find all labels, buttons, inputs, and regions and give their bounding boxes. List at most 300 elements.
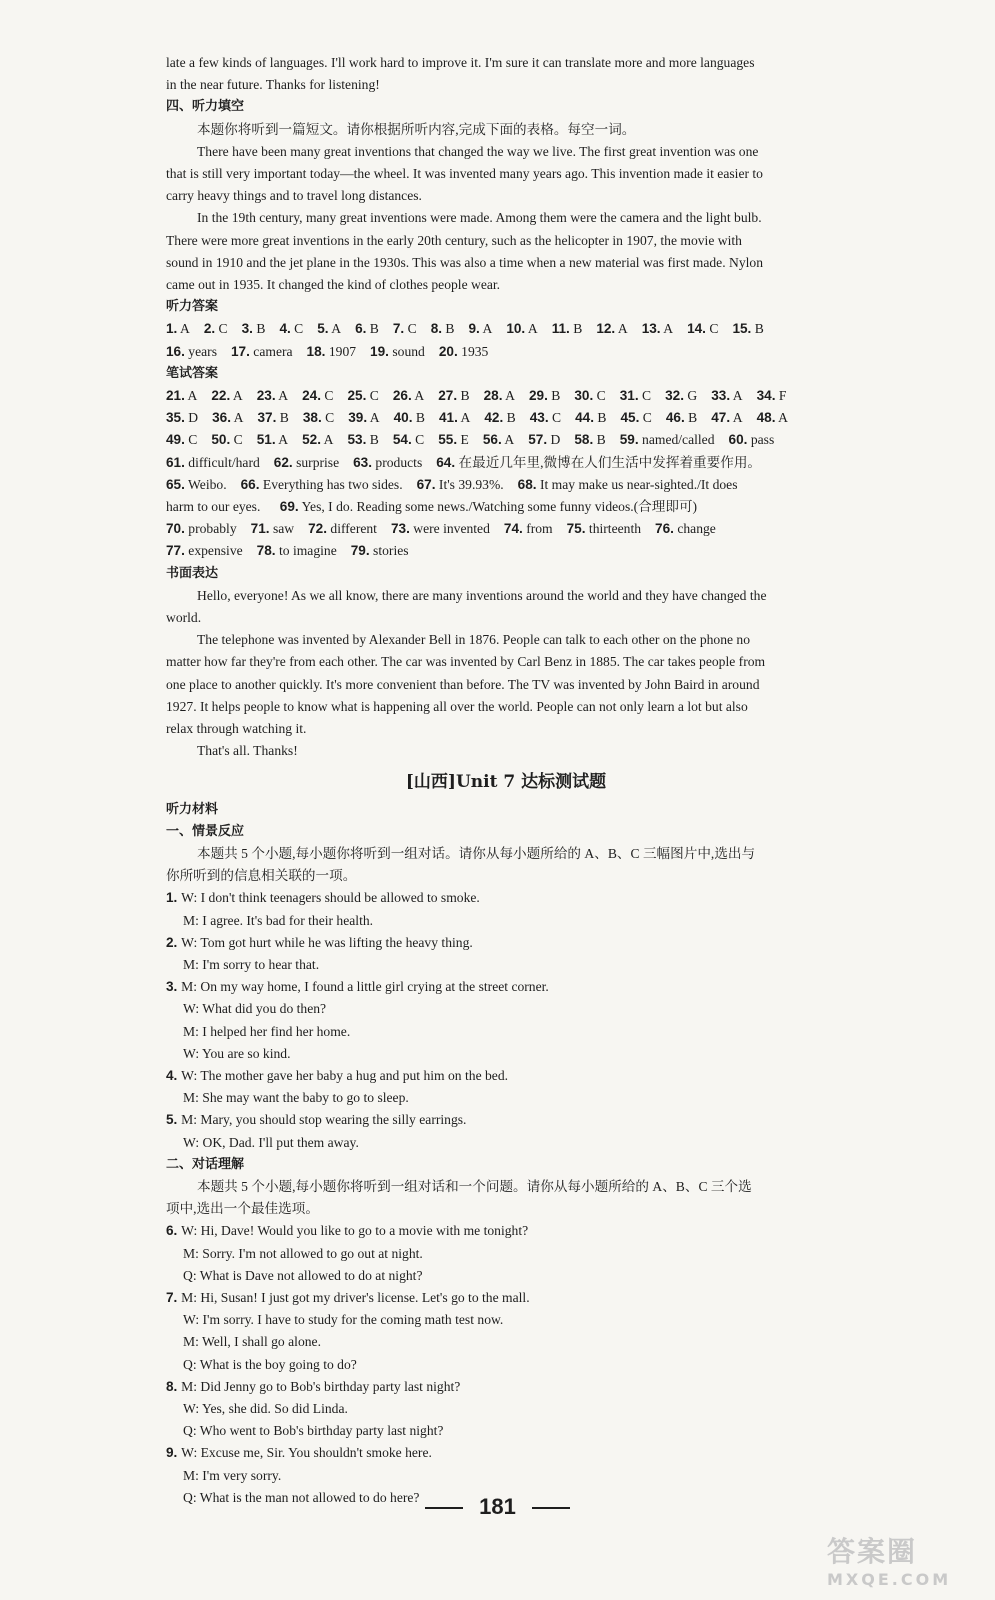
answer-text: 在最近几年里,微博在人们生活中发挥着重要作用。 bbox=[455, 454, 762, 470]
answer-item bbox=[469, 318, 493, 340]
answer-number: 19. bbox=[370, 343, 389, 359]
answer-number: 65. bbox=[166, 476, 185, 492]
passage-line: sound in 1910 and the jet plane in the 1930s. This was also a time when a new material was first made. Nylon bbox=[166, 254, 763, 270]
answer-item bbox=[436, 452, 761, 474]
answer-item bbox=[711, 385, 742, 407]
page-footer bbox=[0, 1494, 995, 1520]
dialogue-text: M: I agree. It's bad for their health. bbox=[183, 912, 374, 928]
essay-line: one place to another quickly. It's more convenient than before. The TV was invented by John Baird in around bbox=[166, 676, 760, 692]
passage-line: In the 19th century, many great inventions were made. Among them were the camera and the light bulb. bbox=[197, 210, 762, 226]
answer-text: A bbox=[367, 410, 380, 426]
answer-number: 34. bbox=[756, 388, 776, 404]
answer-text: C bbox=[290, 321, 304, 337]
answer-item bbox=[620, 385, 651, 407]
answer-text: camera bbox=[249, 343, 293, 359]
answer-item bbox=[370, 341, 425, 363]
answer-number: 24. bbox=[302, 388, 322, 404]
answer-item bbox=[303, 407, 334, 429]
answer-text: 1907 bbox=[325, 343, 357, 359]
dialogue-line bbox=[166, 1087, 846, 1109]
answer-number: 74. bbox=[503, 521, 523, 537]
answer-text: A bbox=[275, 432, 289, 448]
answer-number: 54. bbox=[392, 432, 412, 448]
passage-line: There were more great inventions in the early 20th century, such as the helicopter in 1907, the movie with bbox=[166, 232, 742, 248]
answer-item bbox=[166, 318, 190, 340]
answer-item bbox=[687, 318, 718, 340]
dialogue-line bbox=[166, 1043, 846, 1065]
answer-text: probably bbox=[184, 521, 237, 537]
answer-number: 75. bbox=[566, 521, 586, 537]
answer-text: B bbox=[594, 410, 607, 426]
footer-dash bbox=[425, 1507, 463, 1509]
answer-text: A bbox=[730, 410, 743, 426]
answer-text: B bbox=[503, 410, 516, 426]
answer-item bbox=[258, 407, 289, 429]
answer-number: 61. bbox=[166, 454, 185, 470]
question-number: 7. bbox=[166, 1289, 182, 1305]
answer-number: 51. bbox=[256, 432, 276, 448]
passage-line: carry heavy things and to travel long distances. bbox=[166, 188, 422, 204]
answer-item bbox=[393, 385, 424, 407]
question-number: 2. bbox=[166, 934, 182, 950]
answer-text: B bbox=[442, 321, 455, 337]
answer-text: A bbox=[615, 321, 628, 337]
answer-text: products bbox=[372, 454, 423, 470]
answer-item bbox=[484, 407, 515, 429]
answer-text: Everything has two sides. bbox=[259, 476, 403, 492]
answer-text: were invented bbox=[409, 521, 490, 537]
dialogue-text: W: I don't think teenagers should be allowed to smoke. bbox=[181, 890, 480, 906]
answer-item bbox=[431, 318, 455, 340]
answer-text: A bbox=[730, 388, 743, 404]
answer-number: 45. bbox=[620, 410, 640, 426]
question-number: 6. bbox=[166, 1223, 182, 1239]
answer-item bbox=[166, 407, 198, 429]
dialogue-line bbox=[166, 1021, 846, 1043]
answer-text: A bbox=[177, 321, 190, 337]
instruction-text: 你所听到的信息相关联的一项。 bbox=[166, 868, 357, 884]
answer-text: B bbox=[366, 432, 379, 448]
answer-number: 76. bbox=[655, 521, 674, 537]
answer-item bbox=[666, 407, 697, 429]
answer-number: 33. bbox=[711, 388, 731, 404]
answer-item bbox=[757, 407, 788, 429]
answer-row bbox=[166, 385, 846, 407]
answer-text: saw bbox=[269, 521, 295, 537]
answer-text: B bbox=[547, 388, 561, 404]
answer-text: A bbox=[411, 388, 425, 404]
answer-item bbox=[166, 429, 197, 451]
answer-number: 13. bbox=[641, 321, 661, 337]
answer-number: 29. bbox=[529, 388, 548, 404]
answer-number: 25. bbox=[347, 388, 367, 404]
answer-number: 79. bbox=[350, 543, 370, 559]
dialogue-line bbox=[166, 1265, 846, 1287]
answer-text: C bbox=[705, 321, 719, 337]
answer-number: 16. bbox=[166, 343, 185, 359]
answer-item bbox=[212, 407, 243, 429]
answer-item bbox=[552, 318, 583, 340]
dialogue-text: M: On my way home, I found a little girl crying at the street corner. bbox=[181, 979, 549, 995]
answer-text: A bbox=[660, 321, 674, 337]
answer-text: It may make us near-sighted./It does bbox=[536, 476, 738, 492]
answer-item bbox=[307, 341, 357, 363]
answer-number: 78. bbox=[256, 543, 276, 559]
instruction-text: 本题共 5 个小题,每小题你将听到一组对话和一个问题。请你从每小题所给的 A、B、C 三个选 bbox=[197, 1178, 752, 1194]
answer-item bbox=[394, 407, 425, 429]
answer-item bbox=[241, 474, 403, 496]
answer-text: C bbox=[321, 410, 335, 426]
answer-text: expensive bbox=[184, 543, 243, 559]
answer-item bbox=[439, 341, 489, 363]
answer-item bbox=[483, 429, 514, 451]
answer-continuation bbox=[166, 496, 846, 518]
answer-item bbox=[274, 452, 339, 474]
answer-text: B bbox=[457, 388, 470, 404]
question-number: 8. bbox=[166, 1378, 182, 1394]
answer-item bbox=[528, 429, 560, 451]
watermark-url: MXQE.COM bbox=[827, 1570, 952, 1589]
answer-text: C bbox=[184, 432, 198, 448]
answer-item bbox=[211, 385, 242, 407]
answer-number: 56. bbox=[482, 432, 502, 448]
document-page bbox=[166, 52, 846, 1509]
answer-item bbox=[757, 385, 787, 407]
answer-number: 53. bbox=[347, 432, 367, 448]
answer-item bbox=[302, 385, 333, 407]
answer-item bbox=[242, 318, 266, 340]
answer-text: C bbox=[404, 321, 417, 337]
dialogue-line bbox=[166, 1243, 846, 1265]
answer-item bbox=[620, 429, 715, 451]
dialogue-text: M: I'm sorry to hear that. bbox=[183, 956, 320, 972]
answer-number: 73. bbox=[390, 521, 410, 537]
section-heading: 四、听力填空 bbox=[166, 99, 245, 115]
dialogue-text: Q: Who went to Bob's birthday party last night? bbox=[183, 1423, 444, 1439]
dialogue-text: M: She may want the baby to go to sleep. bbox=[183, 1090, 409, 1106]
answer-number: 39. bbox=[348, 410, 368, 426]
answer-item bbox=[574, 385, 605, 407]
answer-text: C bbox=[411, 432, 425, 448]
answer-number: 30. bbox=[574, 388, 594, 404]
dialogue-text: W: The mother gave her baby a hug and put him on the bed. bbox=[181, 1067, 509, 1083]
answer-item bbox=[348, 429, 379, 451]
answer-item bbox=[439, 407, 470, 429]
answer-text: A bbox=[501, 432, 515, 448]
answer-number: 7. bbox=[392, 321, 405, 337]
answer-item bbox=[353, 452, 422, 474]
answer-number: 31. bbox=[619, 388, 639, 404]
dialogue-text: W: OK, Dad. I'll put them away. bbox=[183, 1134, 359, 1150]
answer-text: C bbox=[215, 321, 228, 337]
answer-text: E bbox=[457, 432, 469, 448]
answer-number: 60. bbox=[728, 432, 748, 448]
answer-item bbox=[231, 341, 293, 363]
dialogue-line bbox=[166, 1376, 846, 1398]
answer-text: A bbox=[275, 388, 289, 404]
answer-text: Yes, I do. Reading some news./Watching some funny videos.(合理即可) bbox=[301, 499, 698, 515]
dialogue-text: M: I helped her find her home. bbox=[183, 1023, 351, 1039]
dialogue-text: W: Excuse me, Sir. You shouldn't smoke here. bbox=[181, 1445, 432, 1461]
answer-number: 10. bbox=[506, 321, 526, 337]
question-number: 1. bbox=[166, 890, 182, 906]
dialogue-group bbox=[166, 1220, 846, 1509]
question-number: 9. bbox=[166, 1445, 182, 1461]
answer-text: C bbox=[593, 388, 606, 404]
answer-text: A bbox=[231, 410, 244, 426]
answer-item bbox=[166, 518, 237, 540]
answer-item bbox=[575, 407, 606, 429]
answer-number: 14. bbox=[687, 321, 706, 337]
answer-number: 28. bbox=[483, 388, 503, 404]
answer-item bbox=[642, 318, 673, 340]
dialogue-line bbox=[166, 1442, 846, 1464]
answer-text: change bbox=[673, 521, 716, 537]
answer-text: C bbox=[638, 388, 652, 404]
answer-text: pass bbox=[747, 432, 775, 448]
answer-item bbox=[518, 474, 738, 496]
dialogue-text: M: Hi, Susan! I just got my driver's license. Let's go to the mall. bbox=[181, 1289, 530, 1305]
answer-item bbox=[257, 540, 337, 562]
answer-row bbox=[166, 341, 846, 363]
answer-text: Weibo. bbox=[184, 476, 227, 492]
answer-text: stories bbox=[369, 543, 409, 559]
answer-number: 66. bbox=[240, 476, 260, 492]
answer-item bbox=[567, 518, 641, 540]
answer-item bbox=[317, 318, 341, 340]
answer-number: 43. bbox=[529, 410, 549, 426]
writing-heading: 书面表达 bbox=[166, 565, 219, 581]
answer-number: 71. bbox=[250, 521, 270, 537]
answer-text: C bbox=[366, 388, 379, 404]
answer-number: 18. bbox=[306, 343, 326, 359]
answer-number: 8. bbox=[430, 321, 443, 337]
answer-number: 32. bbox=[665, 388, 685, 404]
page-number: 181 bbox=[479, 1494, 516, 1519]
answer-text: harm to our eyes. bbox=[166, 499, 261, 515]
dialogue-line bbox=[166, 1398, 846, 1420]
answer-item bbox=[348, 385, 379, 407]
answer-text: B bbox=[366, 321, 379, 337]
answer-item bbox=[166, 341, 217, 363]
answer-item bbox=[257, 429, 288, 451]
answer-item bbox=[251, 518, 294, 540]
dialogue-text: W: Yes, she did. So did Linda. bbox=[183, 1400, 348, 1416]
answer-number: 2. bbox=[203, 321, 216, 337]
answer-text: A bbox=[457, 410, 471, 426]
answer-number: 67. bbox=[416, 476, 436, 492]
written-answers-heading: 笔试答案 bbox=[166, 365, 219, 381]
answer-item bbox=[438, 429, 469, 451]
dialogue-text: M: Mary, you should stop wearing the silly earrings. bbox=[181, 1112, 467, 1128]
answer-number: 9. bbox=[468, 321, 480, 337]
answer-number: 70. bbox=[166, 521, 185, 537]
answer-item bbox=[279, 318, 303, 340]
answer-item bbox=[438, 385, 469, 407]
answer-text: surprise bbox=[292, 454, 340, 470]
answer-item bbox=[393, 318, 417, 340]
answer-number: 26. bbox=[392, 388, 412, 404]
answer-number: 48. bbox=[756, 410, 776, 426]
answer-item bbox=[729, 429, 775, 451]
dialogue-line bbox=[166, 976, 846, 998]
answer-number: 40. bbox=[393, 410, 413, 426]
essay-line: The telephone was invented by Alexander Bell in 1876. People can talk to each other on the phone no bbox=[197, 632, 751, 648]
answer-item bbox=[621, 407, 652, 429]
answer-text: A bbox=[230, 388, 243, 404]
dialogue-line bbox=[166, 1354, 846, 1376]
answer-item bbox=[655, 518, 716, 540]
dialogue-line bbox=[166, 932, 846, 954]
answer-text: B bbox=[684, 410, 698, 426]
dialogue-text: Q: What is the man not allowed to do here? bbox=[183, 1489, 420, 1505]
dialogue-text: W: Hi, Dave! Would you like to go to a movie with me tonight? bbox=[181, 1223, 529, 1239]
answer-number: 12. bbox=[596, 321, 616, 337]
answer-number: 23. bbox=[256, 388, 276, 404]
passage-line: in the near future. Thanks for listening! bbox=[166, 77, 380, 93]
answer-number: 69. bbox=[279, 499, 299, 515]
answer-text: G bbox=[684, 388, 698, 404]
answer-number: 42. bbox=[484, 410, 504, 426]
answer-number: 11. bbox=[551, 321, 570, 337]
answer-row bbox=[166, 518, 846, 540]
answer-number: 37. bbox=[257, 410, 277, 426]
section-heading: 二、对话理解 bbox=[166, 1156, 245, 1172]
answer-number: 3. bbox=[241, 321, 253, 337]
answer-item bbox=[257, 385, 288, 407]
answer-number: 4. bbox=[279, 321, 291, 337]
answer-item bbox=[308, 518, 377, 540]
answer-number: 77. bbox=[166, 543, 185, 559]
answer-number: 64. bbox=[436, 454, 456, 470]
essay-line: Hello, everyone! As we all know, there are many inventions around the world and they have changed the bbox=[197, 587, 767, 603]
answer-number: 44. bbox=[575, 410, 595, 426]
answer-text: It's 39.93%. bbox=[435, 476, 504, 492]
passage-line: came out in 1935. It changed the kind of clothes people wear. bbox=[166, 277, 501, 293]
answer-number: 35. bbox=[166, 410, 185, 426]
answer-item bbox=[166, 540, 243, 562]
answer-item bbox=[530, 407, 561, 429]
passage-line: There have been many great inventions that changed the way we live. The first great invention was one bbox=[197, 143, 759, 159]
answer-number: 63. bbox=[353, 454, 373, 470]
answer-text: A bbox=[502, 388, 515, 404]
answer-text: to imagine bbox=[275, 543, 337, 559]
dialogue-line bbox=[166, 1132, 846, 1154]
answer-text: B bbox=[569, 321, 583, 337]
answer-text: different bbox=[327, 521, 377, 537]
answer-item bbox=[166, 474, 227, 496]
answer-row bbox=[166, 407, 846, 429]
answer-row bbox=[166, 429, 846, 451]
essay-line: matter how far they're from each other. The car was invented by Carl Benz in 1885. The car takes people from bbox=[166, 654, 766, 670]
answer-number: 58. bbox=[574, 432, 594, 448]
footer-dash bbox=[532, 1507, 570, 1509]
dialogue-line bbox=[166, 1065, 846, 1087]
essay-line: world. bbox=[166, 610, 202, 626]
dialogue-group bbox=[166, 887, 846, 1153]
answer-row bbox=[166, 318, 846, 340]
watermark-text: 答案圈 bbox=[827, 1535, 918, 1568]
instruction-text: 本题你将听到一篇短文。请你根据所听内容,完成下面的表格。每空一词。 bbox=[197, 121, 636, 137]
dialogue-text: M: Well, I shall go alone. bbox=[183, 1334, 321, 1350]
answer-row bbox=[166, 540, 846, 562]
answer-text: named/called bbox=[638, 432, 715, 448]
dialogue-line bbox=[166, 1465, 846, 1487]
dialogue-line bbox=[166, 1109, 846, 1131]
dialogue-text: W: What did you do then? bbox=[183, 1001, 327, 1017]
passage-line: that is still very important today—the wheel. It was invented many years ago. This invention made it easier to bbox=[166, 166, 763, 182]
answer-number: 72. bbox=[308, 521, 327, 537]
answer-text: A bbox=[525, 321, 538, 337]
answer-item bbox=[393, 429, 424, 451]
answer-text: B bbox=[276, 410, 289, 426]
answer-item bbox=[204, 318, 228, 340]
answer-number: 38. bbox=[302, 410, 322, 426]
answer-text: C bbox=[548, 410, 562, 426]
answer-number: 1. bbox=[166, 321, 178, 337]
dialogue-text: M: I'm very sorry. bbox=[183, 1467, 282, 1483]
question-number: 3. bbox=[166, 979, 182, 995]
dialogue-line bbox=[166, 1309, 846, 1331]
essay-line: That's all. Thanks! bbox=[197, 743, 298, 759]
dialogue-line bbox=[166, 1331, 846, 1353]
dialogue-line bbox=[166, 887, 846, 909]
answer-text: A bbox=[184, 388, 198, 404]
answer-item bbox=[529, 385, 560, 407]
answer-number: 6. bbox=[355, 321, 367, 337]
answer-text: C bbox=[230, 432, 243, 448]
passage-line: late a few kinds of languages. I'll work hard to improve it. I'm sure it can translate more and more languages bbox=[166, 55, 755, 70]
dialogue-line bbox=[166, 1287, 846, 1309]
answer-text: B bbox=[593, 432, 606, 448]
answer-item bbox=[166, 452, 260, 474]
listening-answers-heading: 听力答案 bbox=[166, 299, 219, 315]
answer-number: 55. bbox=[438, 432, 458, 448]
unit-title: [山西]Unit 7 达标测试题 bbox=[405, 771, 607, 792]
answer-text: years bbox=[184, 343, 217, 359]
answer-text: C bbox=[639, 410, 652, 426]
answer-text: sound bbox=[388, 343, 425, 359]
answer-item bbox=[302, 429, 333, 451]
instruction-text: 项中,选出一个最佳选项。 bbox=[166, 1201, 319, 1217]
question-number: 4. bbox=[166, 1067, 182, 1083]
answer-text: B bbox=[412, 410, 425, 426]
answer-item bbox=[732, 318, 763, 340]
answer-number: 20. bbox=[438, 343, 458, 359]
answer-item bbox=[355, 318, 379, 340]
answer-number: 57. bbox=[528, 432, 548, 448]
answer-number: 15. bbox=[732, 321, 752, 337]
answer-item bbox=[417, 474, 504, 496]
dialogue-text: W: You are so kind. bbox=[183, 1045, 291, 1061]
dialogue-line bbox=[166, 954, 846, 976]
answer-text: thirteenth bbox=[585, 521, 642, 537]
question-number: 5. bbox=[166, 1112, 182, 1128]
answer-item bbox=[665, 385, 697, 407]
answer-item bbox=[391, 518, 490, 540]
answer-number: 22. bbox=[211, 388, 231, 404]
answer-number: 27. bbox=[438, 388, 458, 404]
dialogue-text: W: Tom got hurt while he was lifting the heavy thing. bbox=[181, 934, 473, 950]
answer-item bbox=[211, 429, 242, 451]
answer-text: B bbox=[751, 321, 764, 337]
answer-text: from bbox=[522, 521, 553, 537]
dialogue-line bbox=[166, 910, 846, 932]
answer-text: C bbox=[321, 388, 334, 404]
essay-line: 1927. It helps people to know what is happening all over the world. People can not only learn a lot but also bbox=[166, 698, 748, 714]
answer-number: 21. bbox=[166, 388, 185, 404]
dialogue-text: M: Did Jenny go to Bob's birthday party last night? bbox=[181, 1378, 461, 1394]
